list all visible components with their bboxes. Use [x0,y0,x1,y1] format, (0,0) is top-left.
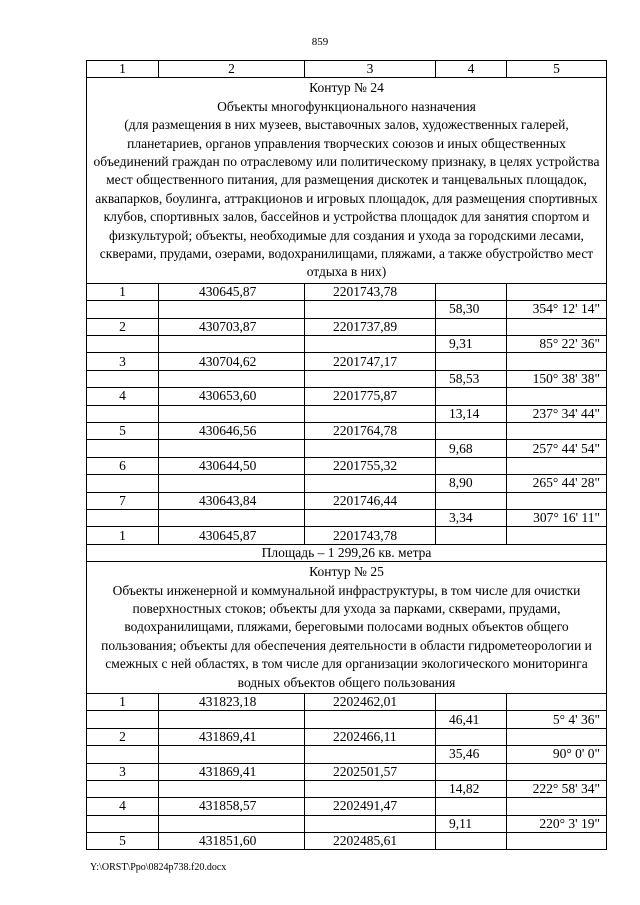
contour-24-subtitle: Объекты многофункционального назначения [217,98,476,114]
segment-angle: 307° 16' 11" [507,509,607,526]
segment-angle: 257° 44' 54" [507,440,607,457]
point-number: 3 [87,353,159,370]
point-number: 5 [87,833,159,850]
empty-cell [436,763,507,780]
empty-cell [436,728,507,745]
point-row [87,388,607,405]
point-x: 430703,87 [159,318,305,335]
empty-cell [436,833,507,850]
segment-row [87,370,607,387]
point-number: 6 [87,457,159,474]
segment-distance: 58,53 [436,370,507,387]
segment-angle: 222° 58' 34" [507,780,607,797]
point-x: 431851,60 [159,833,305,850]
contour-25-title: Контур № 25 [309,564,384,580]
point-x: 431869,41 [159,763,305,780]
segment-distance: 14,82 [436,780,507,797]
point-y: 2201743,78 [305,283,436,300]
empty-cell [507,798,607,815]
contour-25-description-cell [87,562,607,694]
segment-distance: 8,90 [436,475,507,492]
point-y: 2201764,78 [305,422,436,439]
empty-cell [159,815,305,832]
segment-row [87,336,607,353]
point-number: 7 [87,492,159,509]
point-number: 4 [87,388,159,405]
empty-cell [87,711,159,728]
empty-cell [305,509,436,526]
empty-cell [159,509,305,526]
segment-distance: 46,41 [436,711,507,728]
empty-cell [305,475,436,492]
header-col-1: 1 [87,61,159,78]
point-number: 1 [87,693,159,710]
contour-24-title: Контур № 24 [309,80,384,96]
empty-cell [159,336,305,353]
point-number: 2 [87,728,159,745]
point-row [87,728,607,745]
empty-cell [305,336,436,353]
segment-angle: 265° 44' 28" [507,475,607,492]
segment-distance: 58,30 [436,301,507,318]
empty-cell [305,440,436,457]
empty-cell [507,318,607,335]
empty-cell [87,780,159,797]
empty-cell [87,509,159,526]
segment-distance: 9,11 [436,815,507,832]
point-row [87,353,607,370]
empty-cell [507,833,607,850]
empty-cell [87,440,159,457]
point-number: 2 [87,318,159,335]
empty-cell [436,693,507,710]
empty-cell [507,728,607,745]
contour-24-area: Площадь – 1 299,26 кв. метра [87,544,607,561]
contour-25-description: Объекты инженерной и коммунальной инфраструктуры, в том числе для очистки поверхностных стоков; объекты для ухода за парками, скверами, прудами, водохранилищами, пляжами, береговыми полосами водных объектов общего пользования; объекты для обеспечения деятельности в области гидрометеорологии и смежных с ней областях, в том числе для организации экологического мониторинга водных объектов общего пользования [101,582,592,690]
contour-24-header-row [87,78,607,283]
segment-distance: 3,34 [436,509,507,526]
empty-cell [507,422,607,439]
empty-cell [159,370,305,387]
point-y: 2202462,01 [305,693,436,710]
empty-cell [436,353,507,370]
empty-cell [507,457,607,474]
point-row [87,283,607,300]
point-y: 2202466,11 [305,728,436,745]
segment-angle: 150° 38' 38" [507,370,607,387]
empty-cell [159,440,305,457]
segment-angle: 220° 3' 19" [507,815,607,832]
segment-row [87,301,607,318]
point-y: 2202485,61 [305,833,436,850]
empty-cell [436,492,507,509]
segment-distance: 9,68 [436,440,507,457]
point-row [87,798,607,815]
point-y: 2202491,47 [305,798,436,815]
empty-cell [436,457,507,474]
point-row [87,763,607,780]
point-number: 4 [87,798,159,815]
empty-cell [87,370,159,387]
empty-cell [507,388,607,405]
empty-cell [305,780,436,797]
header-col-4: 4 [436,61,507,78]
coordinates-table [86,60,607,850]
empty-cell [87,815,159,832]
point-number: 1 [87,527,159,544]
point-y: 2201775,87 [305,388,436,405]
empty-cell [507,693,607,710]
point-row [87,693,607,710]
empty-cell [436,283,507,300]
header-col-5: 5 [507,61,607,78]
empty-cell [305,815,436,832]
footer-file-path: Y:\ORST\Ppo\0824p738.f20.docx [90,862,227,873]
segment-row [87,405,607,422]
segment-angle: 5° 4' 36" [507,711,607,728]
segment-angle: 237° 34' 44" [507,405,607,422]
empty-cell [159,475,305,492]
point-x: 431858,57 [159,798,305,815]
empty-cell [159,780,305,797]
segment-row [87,815,607,832]
point-x: 430646,56 [159,422,305,439]
segment-row [87,440,607,457]
point-y: 2201737,89 [305,318,436,335]
empty-cell [305,301,436,318]
empty-cell [159,711,305,728]
point-y: 2201746,44 [305,492,436,509]
empty-cell [87,475,159,492]
header-col-2: 2 [159,61,305,78]
empty-cell [305,370,436,387]
point-row [87,492,607,509]
point-x: 430645,87 [159,283,305,300]
point-x: 430653,60 [159,388,305,405]
empty-cell [159,405,305,422]
empty-cell [436,388,507,405]
segment-row [87,746,607,763]
point-y: 2201747,17 [305,353,436,370]
segment-distance: 35,46 [436,746,507,763]
point-x: 430645,87 [159,527,305,544]
point-x: 431869,41 [159,728,305,745]
empty-cell [87,405,159,422]
header-row [87,61,607,78]
empty-cell [159,746,305,763]
point-y: 2201755,32 [305,457,436,474]
point-y: 2201743,78 [305,527,436,544]
empty-cell [436,422,507,439]
empty-cell [507,353,607,370]
contour-24-description: (для размещения в них музеев, выставочных залов, художественных галерей, планетариев, органов управления творческих союзов и иных общественных объединений граждан по отраслевому или политическому признаку, в целях устройства мест общественного питания, для размещения дискотек и танцевальных площадок, аквапарков, боулинга, аттракционов и игровых площадок, для размещения спортивных клубов, спортивных залов, бассейнов и устройства площадок для занятия спортом и физкультурой; объекты, необходимые для создания и ухода за городскими лесами, скверами, прудами, озерами, водохранилищами, пляжами, а также обустройство мест отдыха в них) [93,117,600,280]
point-x: 430644,50 [159,457,305,474]
segment-angle: 90° 0' 0" [507,746,607,763]
empty-cell [436,527,507,544]
contour-24-description-cell [87,78,607,283]
page-number: 859 [311,36,329,48]
point-row [87,422,607,439]
segment-row [87,711,607,728]
empty-cell [507,492,607,509]
point-row [87,457,607,474]
empty-cell [159,301,305,318]
point-y: 2202501,57 [305,763,436,780]
point-row [87,318,607,335]
segment-distance: 9,31 [436,336,507,353]
point-x: 430643,84 [159,492,305,509]
empty-cell [87,301,159,318]
segment-distance: 13,14 [436,405,507,422]
point-row [87,527,607,544]
point-row [87,833,607,850]
empty-cell [436,798,507,815]
empty-cell [507,527,607,544]
table-body [87,61,607,850]
point-x: 431823,18 [159,693,305,710]
contour-24-area-row [87,544,607,561]
segment-angle: 85° 22' 36" [507,336,607,353]
empty-cell [305,746,436,763]
point-number: 1 [87,283,159,300]
empty-cell [305,405,436,422]
segment-row [87,780,607,797]
point-x: 430704,62 [159,353,305,370]
segment-row [87,475,607,492]
empty-cell [436,318,507,335]
point-number: 5 [87,422,159,439]
contour-25-header-row [87,562,607,694]
empty-cell [305,711,436,728]
empty-cell [87,746,159,763]
empty-cell [87,336,159,353]
point-number: 3 [87,763,159,780]
empty-cell [507,763,607,780]
header-col-3: 3 [305,61,436,78]
segment-row [87,509,607,526]
empty-cell [507,283,607,300]
segment-angle: 354° 12' 14" [507,301,607,318]
